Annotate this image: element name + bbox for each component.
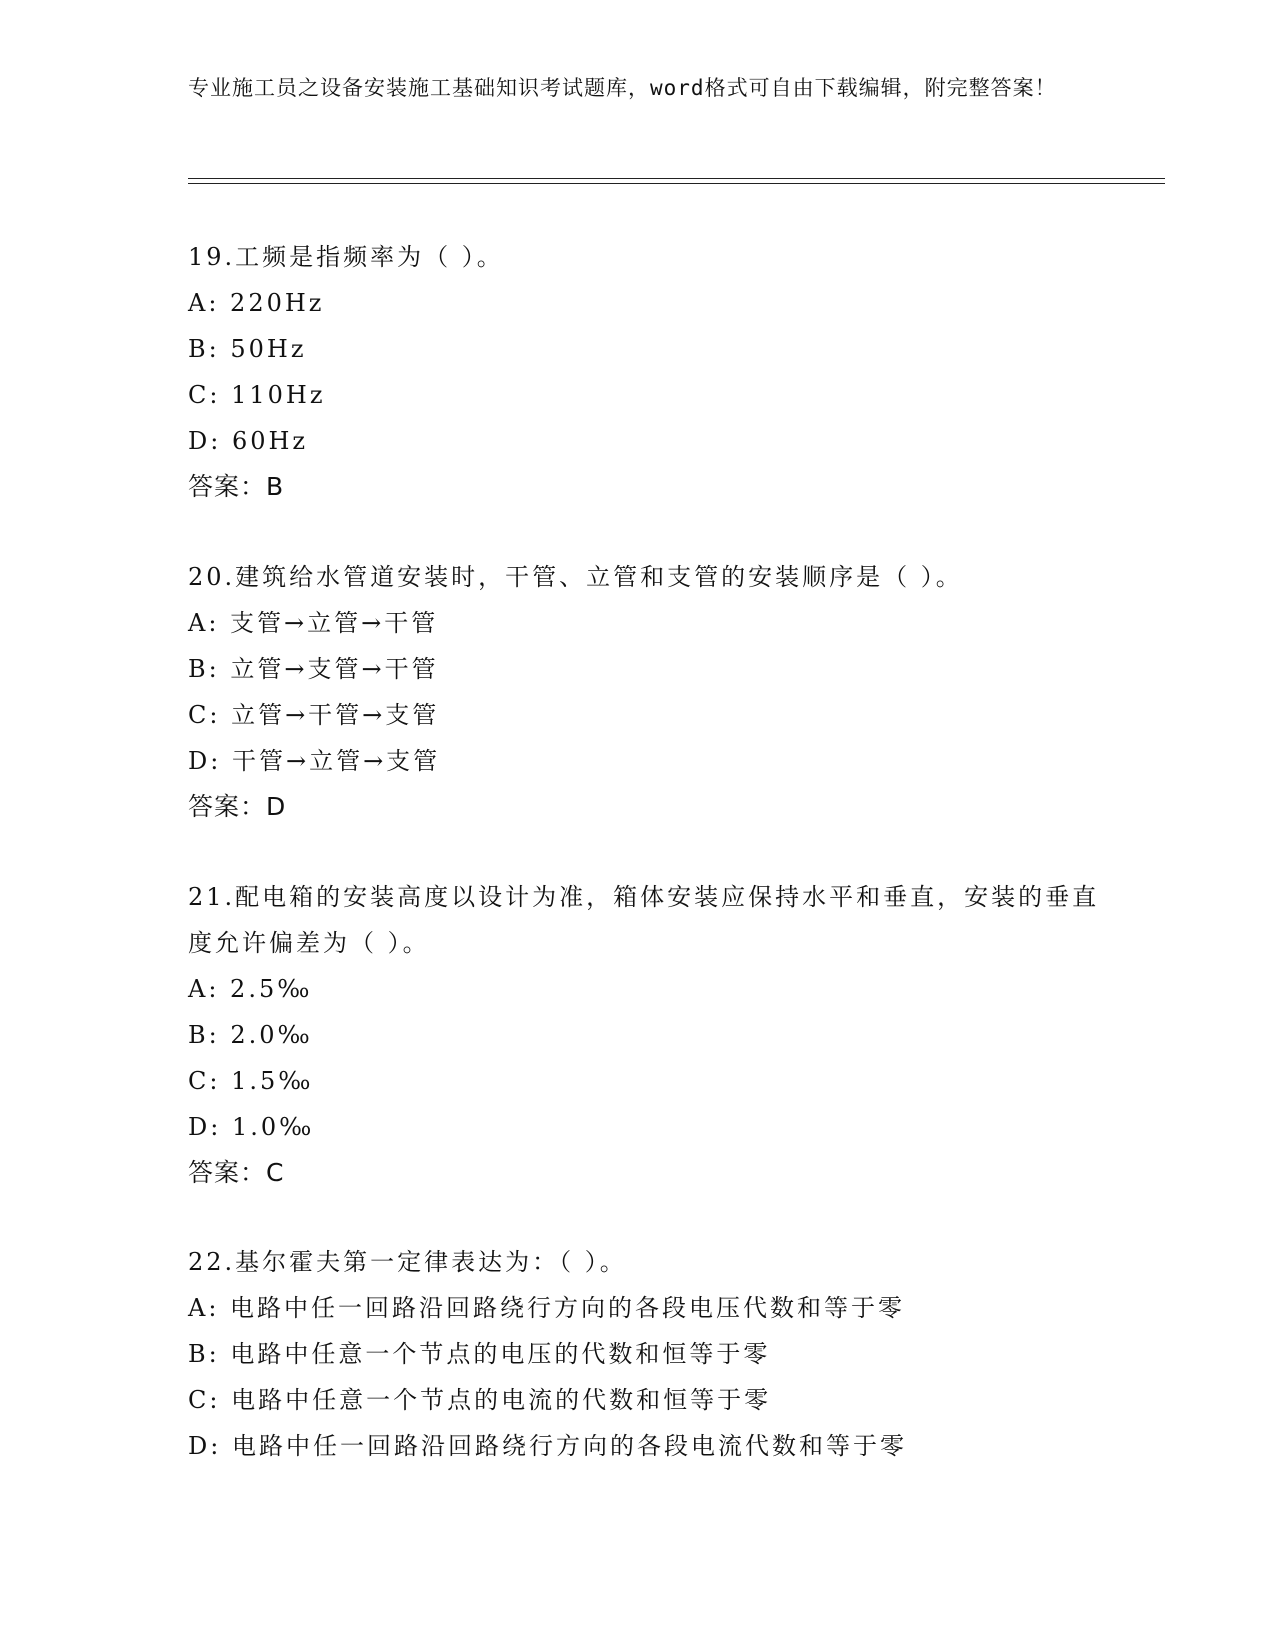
option-a: A: 电路中任一回路沿回路绕行方向的各段电压代数和等于零: [188, 1294, 906, 1322]
option-c: C: 110Hz: [188, 381, 326, 409]
question-21: [188, 874, 1108, 1196]
option-a: A: 220Hz: [188, 289, 325, 317]
option-a: A: 支管→立管→干管: [188, 609, 439, 637]
option-c: C: 立管→干管→支管: [188, 701, 440, 729]
document-header: 专业施工员之设备安装施工基础知识考试题库，word格式可自由下载编辑，附完整答案！: [188, 76, 1057, 100]
question-22: [188, 1239, 1108, 1469]
header-divider-bottom: [188, 183, 1165, 184]
option-d: D: 干管→立管→支管: [188, 747, 441, 775]
option-a: A: 2.5‰: [188, 975, 313, 1003]
question-stem: 20.建筑给水管道安装时，干管、立管和支管的安装顺序是（ ）。: [188, 563, 963, 591]
option-b: B: 50Hz: [188, 335, 307, 363]
answer: 答案：B: [188, 472, 285, 501]
answer: 答案：C: [188, 1158, 285, 1187]
question-stem: 19.工频是指频率为（ ）。: [188, 243, 504, 271]
answer: 答案：D: [188, 792, 287, 821]
option-d: D: 60Hz: [188, 427, 309, 455]
question-stem: 21.配电箱的安装高度以设计为准，箱体安装应保持水平和垂直，安装的垂直度允许偏差为（ ）。: [188, 883, 1100, 957]
header-divider-top: [188, 178, 1165, 179]
option-b: B: 立管→支管→干管: [188, 655, 439, 683]
question-19: [188, 234, 1108, 510]
option-b: B: 电路中任意一个节点的电压的代数和恒等于零: [188, 1340, 771, 1368]
option-d: D: 电路中任一回路沿回路绕行方向的各段电流代数和等于零: [188, 1432, 907, 1460]
question-20: [188, 554, 1108, 830]
option-c: C: 电路中任意一个节点的电流的代数和恒等于零: [188, 1386, 772, 1414]
option-b: B: 2.0‰: [188, 1021, 313, 1049]
option-d: D: 1.0‰: [188, 1113, 315, 1141]
question-stem: 22.基尔霍夫第一定律表达为：（ ）。: [188, 1248, 627, 1276]
option-c: C: 1.5‰: [188, 1067, 314, 1095]
